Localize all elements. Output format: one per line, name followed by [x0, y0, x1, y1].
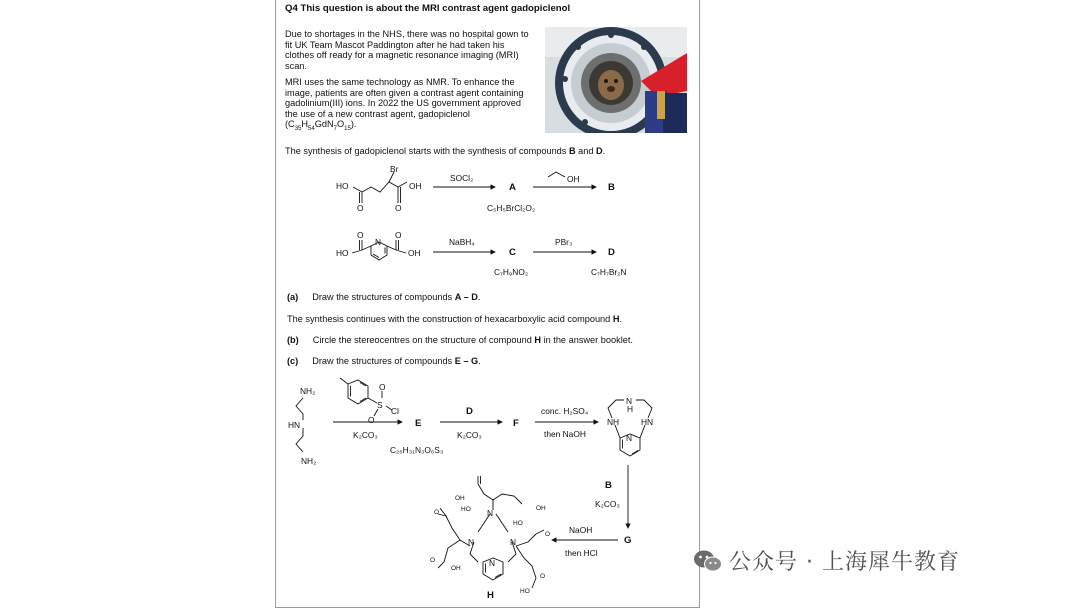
- s3-tosyl-o1: O: [379, 382, 386, 392]
- scheme1-starting-material: [353, 172, 407, 203]
- s3-h-n-top: N: [487, 508, 494, 518]
- s3-tosyl-cl: Cl: [391, 406, 399, 416]
- s3-h-ho1: HO: [461, 506, 471, 513]
- s3-reagent-d: D: [466, 406, 473, 417]
- continues-text: The synthesis continues with the construction of hexacarboxylic acid compound H.: [287, 314, 623, 324]
- watermark-text: 公众号 · 上海犀牛教育: [729, 550, 960, 575]
- s3-h-oh3: OH: [451, 565, 461, 572]
- s3-h-n-right: N: [510, 537, 517, 547]
- s1-br: Br: [390, 164, 399, 174]
- s3-h-o1: O: [434, 509, 440, 516]
- s2-formula-d: C₇H₇Br₂N: [591, 267, 627, 277]
- synthesis-intro: The synthesis of gadopiclenol starts with the synthesis of compounds B and D.: [285, 146, 606, 156]
- s1-o2: O: [395, 203, 402, 213]
- s3-compound-h: H: [487, 590, 494, 601]
- mri-paragraph: MRI uses the same technology as NMR. To enhance the image, patients are often given a contrast agent containing gadolinium(III) ions. In 2022 the US government approved the use of a new contrast agent, gadopiclenol $(C_{35}H_{54}GdN_7O_{15})$.: [285, 77, 524, 133]
- intro-paragraph: Due to shortages in the NHS, there was no hospital gown to fit UK Team Mascot Paddington after he had taken his clothes off ready for a magnetic resonance imaging (MRI) scan.: [285, 29, 529, 71]
- s3-reagent-acid: conc. H₂SO₄: [541, 406, 589, 416]
- wechat-icon: [693, 548, 723, 574]
- s2-compound-d: D: [608, 247, 615, 258]
- s3-nh2-top: NH₂: [300, 386, 316, 396]
- s3-formula-e: C₂₅H₃₁N₃O₆S₃: [390, 445, 444, 455]
- part-c: (c) Draw the structures of compounds E – G.: [287, 356, 481, 366]
- s3-k2co3-1: K₂CO₃: [353, 430, 378, 440]
- question-title: Q4 This question is about the MRI contrast agent gadopiclenol: [285, 3, 571, 14]
- s1-compound-b: B: [608, 182, 615, 193]
- s3-macro-h-top: H: [627, 404, 634, 414]
- s2-formula-c: C₇H₉NO₂: [494, 267, 529, 277]
- s3-compound-e: E: [415, 418, 422, 429]
- s3-macro-hn: HN: [641, 417, 654, 427]
- s3-k2co3-3: K₂CO₃: [595, 499, 620, 509]
- s2-n: N: [375, 237, 382, 247]
- s2-reagent1: NaBH₄: [449, 237, 475, 247]
- s3-hn: HN: [288, 420, 301, 430]
- s3-h-o3: O: [430, 557, 436, 564]
- s3-h-ho3: HO: [520, 588, 530, 595]
- s3-then-naoh: then NaOH: [544, 429, 586, 439]
- s1-ho: HO: [336, 181, 349, 191]
- part-b: (b) Circle the stereocentres on the structure of compound H in the answer booklet.: [287, 335, 633, 345]
- s2-ho: HO: [336, 248, 349, 258]
- s1-compound-a: A: [509, 182, 516, 193]
- s1-ethanol: [548, 172, 565, 177]
- s3-naoh: NaOH: [569, 525, 593, 535]
- s3-reagent-b: B: [605, 480, 612, 491]
- s3-nh2-bottom: NH₂: [301, 456, 317, 466]
- s3-compound-f: F: [513, 418, 519, 429]
- s1-oh: OH: [409, 181, 422, 191]
- wechat-watermark: [693, 545, 960, 576]
- s1-formula-a: C₅H₅BrCl₂O₂: [487, 203, 536, 213]
- s3-macro-n-py: N: [626, 433, 633, 443]
- s3-k2co3-2: K₂CO₃: [457, 430, 482, 440]
- s3-h-n-py: N: [489, 558, 496, 568]
- s3-macro-n-top: N: [626, 396, 633, 406]
- s2-reagent2: PBr₃: [555, 237, 573, 247]
- s2-oh: OH: [408, 248, 421, 258]
- s3-h-o4: O: [540, 573, 546, 580]
- s3-compound-g: G: [624, 535, 632, 546]
- s2-o2: O: [395, 230, 402, 240]
- s1-o1: O: [357, 203, 364, 213]
- s3-h-oh2: OH: [536, 505, 546, 512]
- s3-tosyl-s: S: [377, 400, 383, 410]
- s3-tosyl-o2: O: [368, 415, 375, 425]
- s3-h-n-left: N: [468, 537, 475, 547]
- s3-macro-nh: NH: [607, 417, 620, 427]
- s3-h-ho2: HO: [513, 520, 523, 527]
- s3-then-hcl: then HCl: [565, 548, 598, 558]
- s1-reagent1: SOCl₂: [450, 173, 474, 183]
- part-a: (a) Draw the structures of compounds A – D.: [287, 292, 481, 302]
- s2-o1: O: [357, 230, 364, 240]
- s3-h-oh1: OH: [455, 495, 465, 502]
- reaction-schemes: [275, 0, 698, 607]
- s3-h-o2: O: [545, 531, 551, 538]
- s2-compound-c: C: [509, 247, 516, 258]
- s1-reagent2-oh: OH: [567, 174, 580, 184]
